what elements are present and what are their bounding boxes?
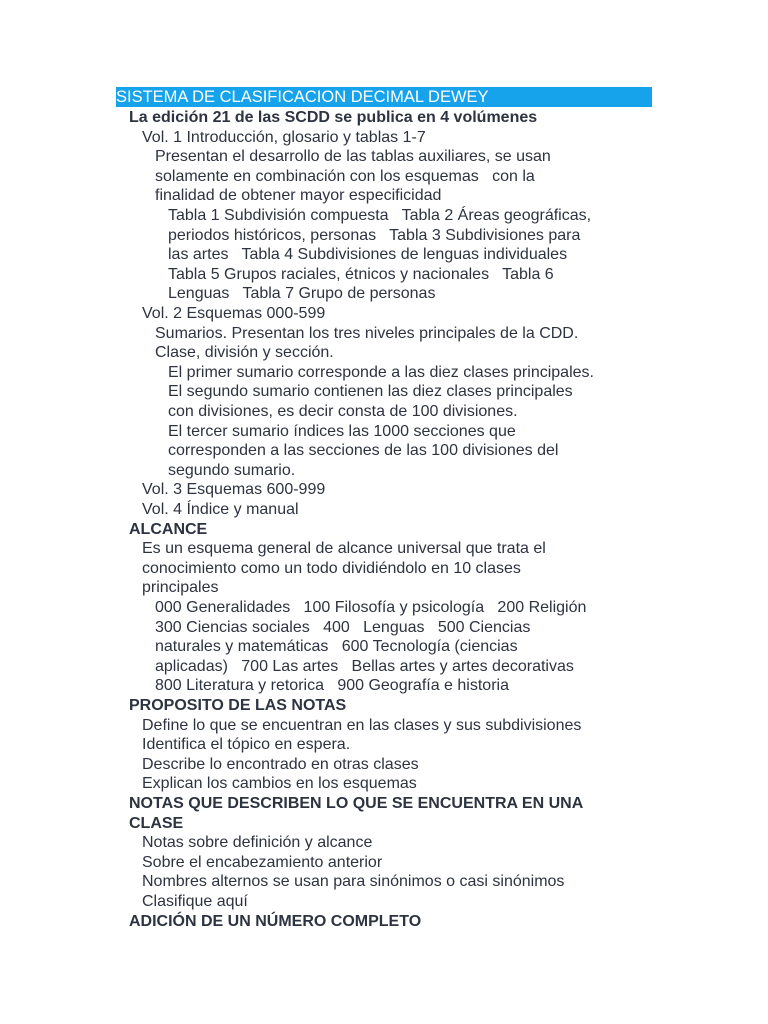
text-line: Clasifique aquí bbox=[142, 893, 248, 910]
text-line: conocimiento como un todo dividiéndolo en 10 clases bbox=[142, 559, 521, 577]
section-heading: ALCANCE bbox=[129, 520, 208, 538]
text-line: El primer sumario corresponde a las diez clases principales. bbox=[168, 363, 594, 381]
section-heading: ADICIÓN DE UN NÚMERO COMPLETO bbox=[129, 912, 422, 930]
text-line: Es un esquema general de alcance universal que trata el bbox=[142, 540, 546, 558]
text-line: con divisiones, es decir consta de 100 divisiones. bbox=[168, 403, 518, 420]
text-line: Vol. 4 Índice y manual bbox=[142, 501, 299, 518]
text-line: Presentan el desarrollo de las tablas auxiliares, se usan bbox=[155, 148, 551, 166]
text-line: 300 Ciencias sociales 400 Lenguas 500 Ciencias bbox=[155, 618, 531, 636]
text-line: corresponden a las secciones de las 100 divisiones del bbox=[168, 442, 559, 460]
text-line: Vol. 1 Introducción, glosario y tablas 1-7 bbox=[142, 128, 426, 146]
section-heading: NOTAS QUE DESCRIBEN LO QUE SE ENCUENTRA EN UNA bbox=[129, 795, 584, 812]
text-line: Describe lo encontrado en otras clases bbox=[142, 755, 419, 773]
text-line: El segundo sumario contienen las diez clases principales bbox=[168, 383, 573, 401]
text-line: Nombres alternos se usan para sinónimos o casi sinónimos bbox=[142, 873, 565, 891]
section-heading: CLASE bbox=[129, 814, 184, 832]
text-line: periodos históricos, personas Tabla 3 Subdivisiones para bbox=[168, 226, 581, 244]
document-title: SISTEMA DE CLASIFICACION DECIMAL DEWEY bbox=[116, 87, 652, 107]
text-line: Sobre el encabezamiento anterior bbox=[142, 853, 383, 871]
text-line: aplicadas) 700 Las artes Bellas artes y artes decorativas bbox=[155, 657, 574, 675]
text-line: Notas sobre definición y alcance bbox=[142, 834, 373, 852]
text-line: naturales y matemáticas 600 Tecnología (ciencias bbox=[155, 638, 518, 656]
text-line: Clase, división y sección. bbox=[155, 344, 334, 362]
text-line: principales bbox=[142, 579, 219, 597]
text-line: finalidad de obtener mayor especificidad bbox=[155, 187, 442, 205]
text-line: 800 Literatura y retorica 900 Geografía e historia bbox=[155, 677, 509, 695]
text-line: Tabla 1 Subdivisión compuesta Tabla 2 Áreas geográficas, bbox=[168, 207, 592, 224]
section-heading: PROPOSITO DE LAS NOTAS bbox=[129, 697, 347, 714]
text-line: las artes Tabla 4 Subdivisiones de lenguas individuales bbox=[168, 246, 568, 264]
text-line: El tercer sumario índices las 1000 secciones que bbox=[168, 422, 516, 440]
text-line: solamente en combinación con los esquemas con la bbox=[155, 167, 535, 185]
text-line: 000 Generalidades 100 Filosofía y psicología 200 Religión bbox=[155, 599, 587, 616]
text-line: Vol. 3 Esquemas 600-999 bbox=[142, 481, 326, 499]
text-line: Vol. 2 Esquemas 000-599 bbox=[142, 305, 326, 322]
text-line: segundo sumario. bbox=[168, 461, 296, 479]
section-heading: La edición 21 de las SCDD se publica en 4 volúmenes bbox=[129, 109, 538, 126]
text-line: Tabla 5 Grupos raciales, étnicos y nacionales Tabla 6 bbox=[168, 265, 554, 283]
text-line: Explican los cambios en los esquemas bbox=[142, 775, 417, 793]
text-line: Define lo que se encuentran en las clases y sus subdivisiones bbox=[142, 716, 582, 734]
text-line: Sumarios. Presentan los tres niveles principales de la CDD. bbox=[155, 324, 579, 342]
text-line: Identifica el tópico en espera. bbox=[142, 736, 351, 754]
text-line: Lenguas Tabla 7 Grupo de personas bbox=[168, 285, 436, 303]
